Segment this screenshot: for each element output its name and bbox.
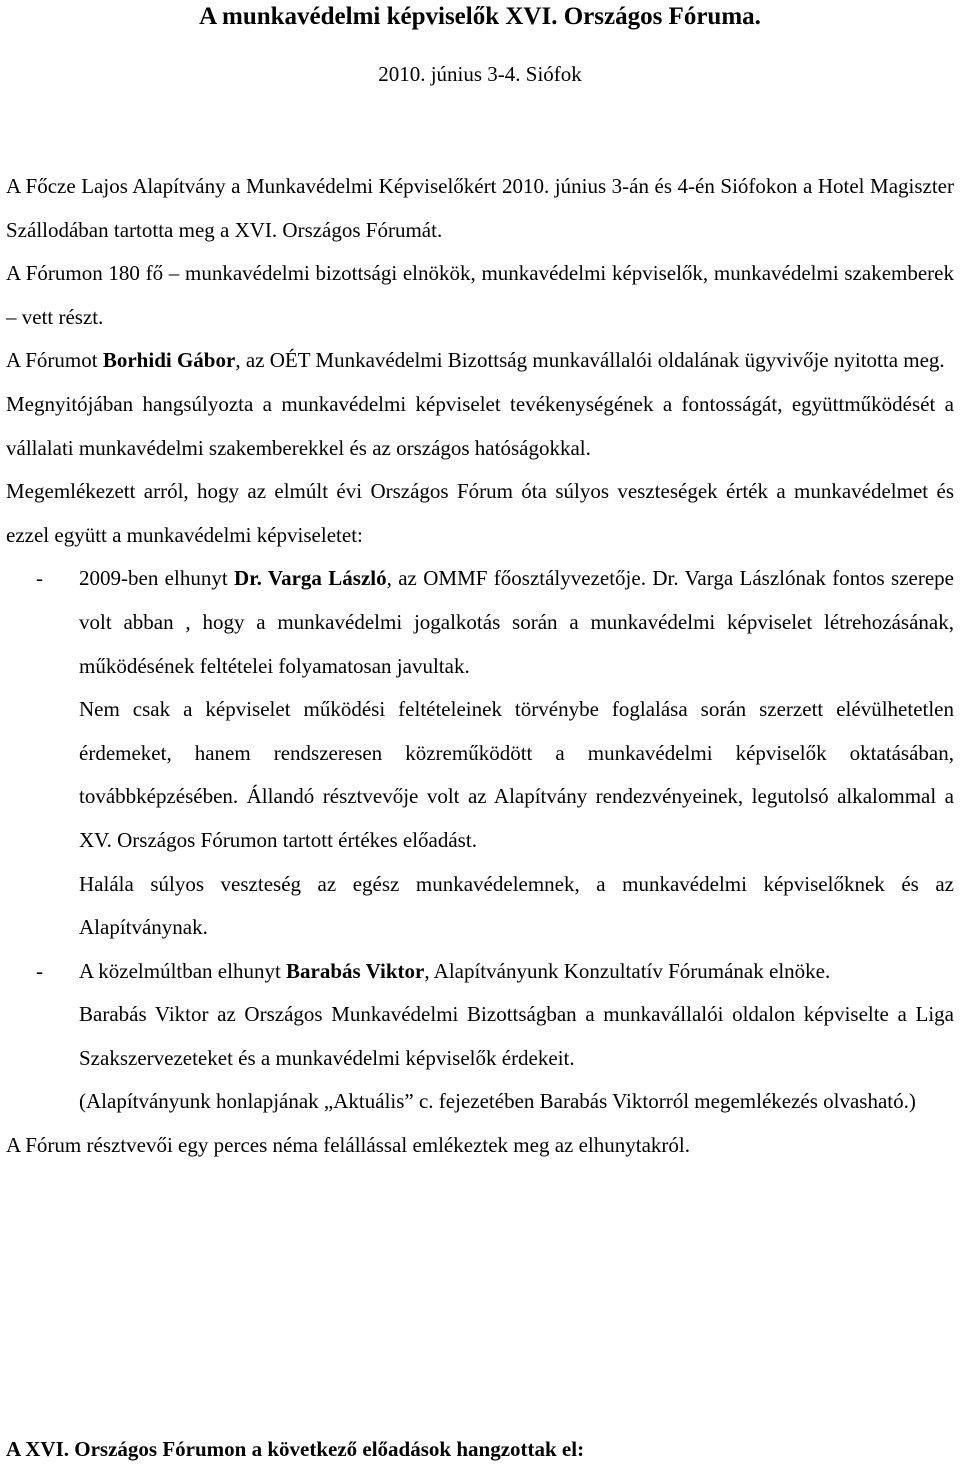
paragraph-attendance: A Fórumon 180 fő – munkavédelmi bizottsági elnökök, munkavédelmi képviselők, munkavédelmi szakemberek – vett részt.	[6, 261, 954, 329]
name-barabas: Barabás Viktor	[286, 958, 425, 983]
list-dash: -	[36, 958, 43, 983]
paragraph-intro: A Főcze Lajos Alapítvány a Munkavédelmi Képviselőkért 2010. június 3-án és 4-én Siófokon a Hotel Magiszter Szállodában tartotta meg a XVI. Országos Fórumát.	[6, 174, 954, 242]
section-heading-lectures: A XVI. Országos Fórumon a következő előadások hangzottak el:	[6, 1437, 585, 1461]
varga-paragraph-3: Halála súlyos veszteség az egész munkavédelemnek, a munkavédelmi képviselőknek és az Alapítványnak.	[79, 871, 954, 940]
document-title: A munkavédelmi képviselők XVI. Országos Fóruma.	[199, 3, 761, 30]
document-body	[6, 165, 954, 1168]
name-borhidi: Borhidi Gábor	[102, 348, 236, 373]
paragraph-silence: A Fórum résztvevői egy perces néma felállással emlékeztek meg az elhunytakról.	[6, 1133, 690, 1158]
barabas-paragraph-2: Barabás Viktor az Országos Munkavédelmi Bizottságban a munkavállalói oldalon képviselte a Liga Szakszervezeteket és a munkavédelmi képviselők érdekeit.	[79, 1002, 954, 1070]
name-varga: Dr. Varga László	[234, 566, 387, 591]
paragraph-opening: A Fórumot Borhidi Gábor, az OÉT Munkavédelmi Bizottság munkavállalói oldalának ügyvivője nyitotta meg.	[6, 348, 945, 373]
varga-paragraph-2: Nem csak a képviselet működési feltételeinek törvénybe foglalása során szerzett elévülhetetlen érdemeket, hanem rendszeresen közreműködött a munkavédelmi képviselők oktatásában, továbbképzésében. Állandó résztvevője volt az Alapítvány rendezvényeinek, legutolsó alkalommal a XV. Országos Fórumon tartott értékes előadást.	[79, 697, 954, 852]
paragraph-remembrance: Megemlékezett arról, hogy az elmúlt évi Országos Fórum óta súlyos veszteségek érték a munkavédelmet és ezzel együtt a munkavédelmi képviseletet:	[6, 479, 954, 547]
barabas-paragraph-3: (Alapítványunk honlapjának „Aktuális” c. fejezetében Barabás Viktorról megemlékezés olvasható.)	[79, 1089, 916, 1114]
list-item-varga: - 2009-ben elhunyt Dr. Varga László, az OMMF főosztályvezetője. Dr. Varga Lászlónak fontos szerepe volt abban , hogy a munkavédelmi jogalkotás során a munkavédelmi képviselet létrehozásának, működésének feltételei folyamatosan javultak.	[6, 557, 954, 688]
date-place-line: 2010. június 3-4. Siófok	[378, 62, 582, 86]
paragraph-emphasis: Megnyitójában hangsúlyozta a munkavédelmi képviselet tevékenységének a fontosságát, együttműködését a vállalati munkavédelmi szakemberekkel és az országos hatóságokkal.	[6, 391, 954, 460]
list-item-barabas: - A közelmúltban elhunyt Barabás Viktor, Alapítványunk Konzultatív Fórumának elnöke.	[6, 950, 954, 994]
list-dash: -	[36, 566, 43, 591]
